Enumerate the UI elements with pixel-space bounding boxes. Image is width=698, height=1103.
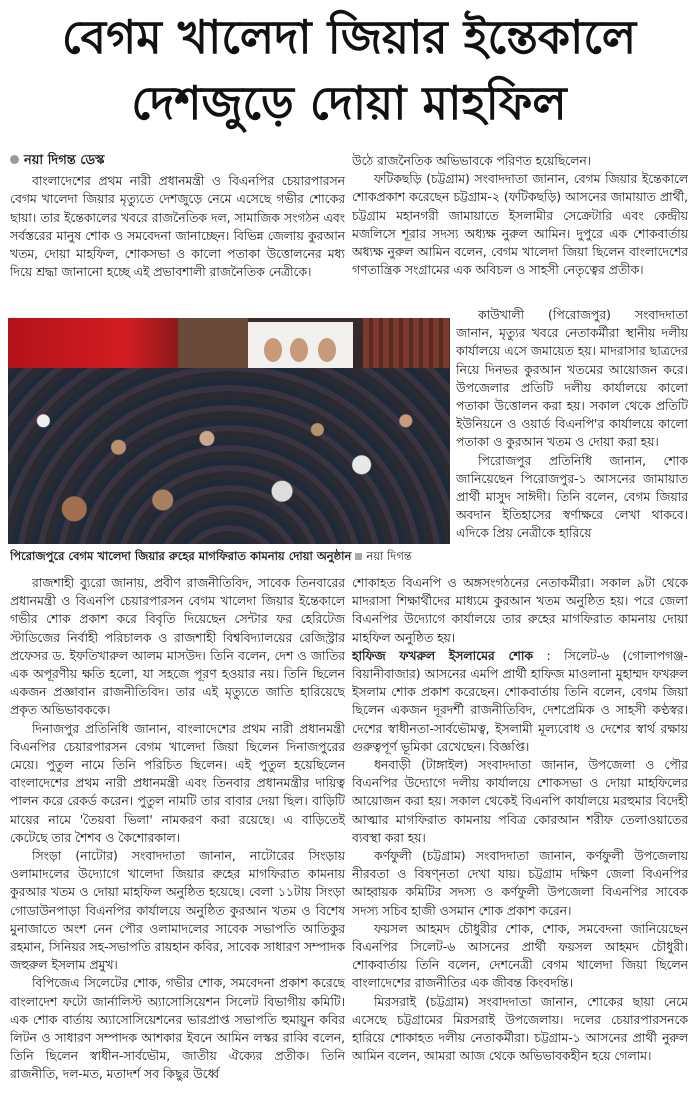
intro-paragraph: বাংলাদেশের প্রথম নারী প্রধানমন্ত্রী ও বিএনপির চেয়ারপারসন বেগম খালেদা জিয়ার মৃত্যুতে দেশজুড়ে নেমে এসেছে গভীর শোকের ছায়া। তার ইন্তেকালের খবরে রাজনৈতিক দল, সামাজিক সংগঠন এবং সর্বস্তরের মানুষ শোক ও সমবেদনা জানাচ্ছেন। বিভিন্ন জেলায় কুরআন খতম, দোয়া মাহফিল, শোকসভা ও কালো পতাকা উত্তোলনের মধ্য দিয়ে শ্রদ্ধা জানানো হচ্ছে এই প্রভাবশালী রাজনৈতিক নেত্রীকে। <box>10 174 345 280</box>
dhanbari-paragraph: ধনবাড়ী (টাঙ্গাইল) সংবাদদাতা জানান, উপজেলা ও পৌর বিএনপির উদ্যোগে দলীয় কার্যালয়ে শোকসভা ও দোয়া মাহফিলের আয়োজন করা হয়। সকাল থেকেই বিএনপি কার্যালয়ে মরহুমার বিদেহী আত্মার মাগফিরাত কামনায় পবিত্র কোরআন শরীফ তেলাওয়াতের ব্যবস্থা করা হয়। <box>352 758 688 845</box>
right-mid-column <box>456 306 688 570</box>
caption-text: পিরোজপুরে বেগম খালেদা জিয়ার রুহের মাগফিরাত কামনায় দোয়া অনুষ্ঠান <box>10 549 352 563</box>
pirojpur-paragraph: পিরোজপুর প্রতিনিধি জানান, শোক জানিয়েছেন পিরোজপুর-১ আসনের জামায়াত প্রার্থী মাসুদ সাঈদী। তিনি বলেন, বেগম জিয়ার অবদান ইতিহাসের স্বর্ণাক্ষরে লেখা থাকবে। এদিকে প্রিয় নেত্রীকে হারিয়ে <box>456 453 688 541</box>
hafiz-paragraph <box>352 647 688 756</box>
bullet-icon <box>10 155 19 164</box>
left-bottom-column <box>10 574 345 1099</box>
headline <box>0 4 698 136</box>
intro-column <box>10 152 345 312</box>
banner-portrait <box>264 338 282 362</box>
hafiz-heading: হাফিজ ফখরুল ইসলামের শোক <box>352 648 533 663</box>
mirsarai-paragraph: মিরসরাই (চট্টগ্রাম) সংবাদদাতা জানান, শোকের ছায়া নেমে এসেছে চট্টগ্রামের মিরসরাই উপজেলায়। দলের চেয়ারপারসনকে হারিয়ে শোকাহত দলীয় নেতাকর্মীরা। চট্টগ্রাম-১ আসনের প্রার্থী নুরুল আমিন বলেন, আমরা আজ থেকে অভিভাবকহীন হয়ে গেলাম। <box>352 994 688 1064</box>
square-icon <box>355 553 362 560</box>
headline-line-1: বেগম খালেদা জিয়ার ইন্তেকালে <box>61 10 637 64</box>
photo-caption <box>10 548 450 567</box>
right-bottom-column <box>352 574 688 1099</box>
rajshahi-paragraph: রাজশাহী ব্যুরো জানায়, প্রবীণ রাজনীতিবিদ, সাবেক তিনবারের প্রধানমন্ত্রী ও বিএনপি চেয়ারপারসন বেগম খালেদা জিয়ার ইন্তেকালে গভীর শোক প্রকাশ করে বিবৃতি দিয়েছেন সেন্টার ফর হেরিটেজ স্টাডিজের নির্বাহী পরিচালক ও রাজশাহী বিশ্ববিদ্যালয়ের রেজিস্ট্রার প্রফেসর ড. ইফতিখারুল আলম মাসউদ। তিনি বলেন, দেশ ও জাতির এক অপূরণীয় ক্ষতি হলো, যা সহজে পূরণ হওয়ার নয়। তিনি ছিলেন একজন প্রজ্ঞাবান রাজনীতিবিদ। তার এই মৃত্যুতে জাতি হারিয়েছে প্রকৃত অভিভাবককে। <box>10 576 345 718</box>
byline <box>10 152 345 170</box>
hafiz-text: : সিলেট-৬ (গোলাপগঞ্জ-বিয়ানীবাজার) আসনের এমপি প্রার্থী হাফিজ মাওলানা মুহাম্মদ ফখরুল ইসলাম শোক প্রকাশ করেছেন। শোকবার্তায় তিনি বলেন, বেগম জিয়া ছিলেন একজন দূরদর্শী রাজনীতিবিদ, দেশপ্রেমিক ও সাহসী কণ্ঠস্বর। দেশের স্বাধীনতা-সার্বভৌমত্ব, ইসলামী মূল্যবোধ ও দেশের স্বার্থ রক্ষায় গুরুত্বপূর্ণ ভূমিকা রেখেছেন। বিজ্ঞপ্তি। <box>352 648 688 754</box>
banner-portrait <box>318 338 336 362</box>
crowd <box>8 368 450 544</box>
karnaphuli-paragraph: কর্ণফুলী (চট্টগ্রাম) সংবাদদাতা জানান, কর্ণফুলী উপজেলায় নীরবতা ও বিষণ্নতা দেখা যায়। চট্টগ্রাম দক্ষিণ জেলা বিএনপির আহ্বায়ক কমিটির সদস্য ও কর্ণফুলী উপজেলা বিএনপির সাবেক সদস্য সচিব হাজী ওসমান শোক প্রকাশ করেন। <box>352 849 688 918</box>
faysal-paragraph: ফয়সল আহমদ চৌধুরীর শোক, শোক, সমবেদনা জানিয়েছেন বিএনপির সিলেট-৬ আসনের প্রার্থী ফয়সল আহমদ চৌধুরী। শোকবার্তায় তিনি বলেন, দেশনেত্রী বেগম খালেদা জিয়া ছিলেন বাংলাদেশের রাজনীতির এক জীবন্ত কিংবদন্তি। <box>352 921 688 991</box>
continued-paragraph: উঠে রাজনৈতিক অভিভাবকে পরিণত হয়েছিলেন। <box>352 154 592 168</box>
news-photo <box>8 318 450 544</box>
singra-paragraph: সিংড়া (নাটোর) সংবাদদাতা জানান, নাটোরের সিংড়ায় ওলামাদলের উদ্যোগে খালেদা জিয়ার রুহের মাগফিরাত কামনায় কুরআর খতম ও দোয়া মাহফিল অনুষ্ঠিত হয়েছে। বেলা ১১টায় সিংড়া গোডাউনপাড়া বিএনপির কার্যালয়ে অনুষ্ঠিত কুরআন খতম ও বিশেষ মুনাজাতে অংশ নেন পৌর ওলামাদলের সাবেক সভাপতি আতিকুর রহমান, সিনিয়র সহ-সভাপতি রায়হান কবির, সাবেক সাধারণ সম্পাদক জহুরুল ইসলাম প্রমুখ। <box>10 849 345 973</box>
dinajpur-paragraph: দিনাজপুর প্রতিনিধি জানান, বাংলাদেশের প্রথম নারী প্রধানমন্ত্রী বিএনপির চেয়ারপারসন বেগম খালেদা জিয়া ছিলেন দিনাজপুরের মেয়ে। পুতুল নামে তিনি পরিচিত ছিলেন। এই পুতুল হয়েছিলেন বাংলাদেশের প্রথম নারী প্রধানমন্ত্রী এবং তিনবার প্রধানমন্ত্রীর দায়িত্ব পালন করে রেকর্ড করেন। পুতুল নামটি তার বাবার দেয়া ছিল। বাড়িটি মায়ের নামে 'তৈয়বা ভিলা' নামকরণ করা রয়েছে। এ বাড়িতেই কেটেছে তার শৈশব ও কৈশোরকাল। <box>10 721 345 845</box>
headline-line-2: দেশজুড়ে দোয়া মাহফিল <box>131 76 567 130</box>
banner-portrait <box>290 338 308 362</box>
photo-credit: নয়া দিগন্ত <box>366 549 412 563</box>
bpja-paragraph: বিপিজেএ সিলেটের শোক, গভীর শোক, সমবেদনা প্রকাশ করেছে বাংলাদেশ ফটো জার্নালিস্ট অ্যাসোসিয়েশন সিলেট বিভাগীয় কমিটি। এক শোক বার্তায় অ্যাসোসিয়েশনের ভারপ্রাপ্ত সভাপতি হুমায়ুন কবির লিটন ও সাধারণ সম্পাদক আশকার ইবনে আমিন লস্কর রাব্বি বলেন, তিনি ছিলেন স্বাধীন-সার্বভৌম, জাতীয় ঐক্যের প্রতীক। তিনি রাজনীতি, দল-মত, মতাদর্শ সব কিছুর উর্ধ্বে <box>10 976 345 1082</box>
pirojpur-continued: শোকাহত বিএনপি ও অঙ্গসংগঠনের নেতাকর্মীরা। সকাল ৯টা থেকে মাদরাসা শিক্ষার্থীদের মাধ্যমে কুরআন খতম অনুষ্ঠিত হয়। পরে জেলা বিএনপির উদ্যোগে কার্যালয়ে তার রুহের মাগফিরাত কামনায় দোয়া মাহফিল অনুষ্ঠিত হয়। <box>352 576 688 645</box>
kaukhali-paragraph: কাউখালী (পিরোজপুর) সংবাদদাতা জানান, মৃত্যুর খবরে নেতাকর্মীরা স্থানীয় দলীয় কার্যালয়ে এসে জমায়েত হয়। মাদরাসার ছাত্রদের নিয়ে দিনভর কুরআন খতমের আয়োজন করে। উপজেলার প্রতিটি দলীয় কার্যালয়ে কালো পতাকা উত্তোলন করা হয়। সকাল থেকে প্রতিটি ইউনিয়নে ও ওয়ার্ড বিএনপি'র কার্যালয়ে কালো পতাকা ও কুরআন খতম ও দোয়া করা হয়। <box>456 308 688 450</box>
fatikchhari-paragraph: ফটিকছড়ি (চট্টগ্রাম) সংবাদদাতা জানান, বেগম জিয়ার ইন্তেকালে শোকপ্রকাশ করেছেন চট্টগ্রাম-২ (ফটিকছড়ি) আসনের জামায়াত প্রার্থী, চট্টগ্রাম মহানগরী জামায়াতে ইসলামীর সেক্রেটারি এবং কেন্দ্রীয় মজলিসে শূরার সদস্য অধ্যক্ষ নুরুল আমিন। দুপুরে এক শোকবার্তায় অধ্যক্ষ নুরুল আমিন বলেন, বেগম খালেদা জিয়া ছিলেন বাংলাদেশের গণতান্ত্রিক সংগ্রামের এক অবিচল ও সাহসী নেতৃত্বের প্রতীক। <box>352 172 688 278</box>
byline-text: নয়া দিগন্ত ডেস্ক <box>24 153 105 168</box>
right-top-column <box>352 152 688 304</box>
